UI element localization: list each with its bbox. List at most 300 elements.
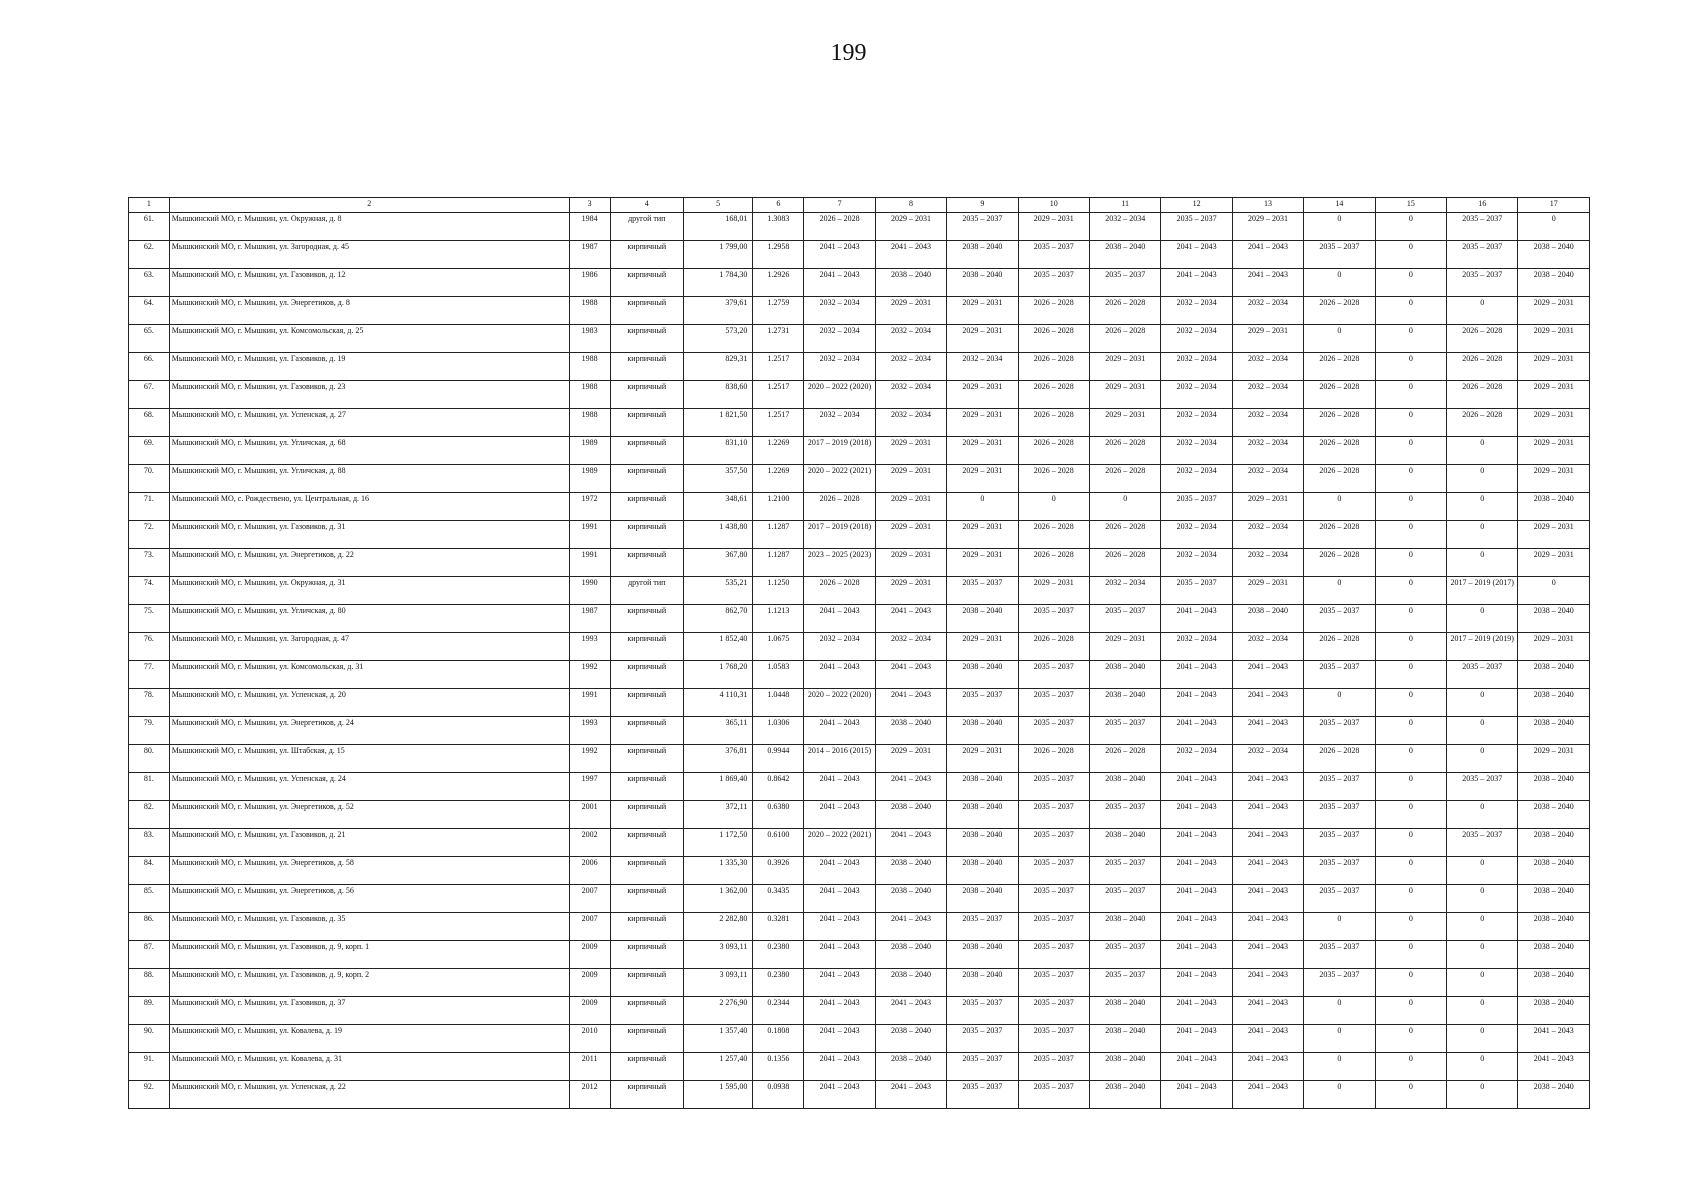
table-cell: 2017 – 2019 (2019): [1447, 633, 1518, 661]
table-cell: 0: [1375, 353, 1446, 381]
table-cell: кирпичный: [610, 661, 683, 689]
table-cell: Мышкинский МО, г. Мышкин, ул. Окружная, д. 8: [169, 213, 569, 241]
table-cell: Мышкинский МО, г. Мышкин, ул. Загородная, д. 45: [169, 241, 569, 269]
column-header: 2: [169, 198, 569, 213]
table-cell: 1.0448: [753, 689, 804, 717]
table-cell: 2041 – 2043: [1232, 241, 1303, 269]
table-cell: 2038 – 2040: [947, 801, 1018, 829]
table-cell: 2032 – 2034: [1161, 353, 1232, 381]
table-cell: Мышкинский МО, г. Мышкин, ул. Газовиков, д. 31: [169, 521, 569, 549]
table-row: [129, 1081, 1590, 1109]
table-cell: 0.3435: [753, 885, 804, 913]
table-cell: Мышкинский МО, г. Мышкин, ул. Угличская, д. 68: [169, 437, 569, 465]
table-cell: 2029 – 2031: [1018, 577, 1089, 605]
table-cell: 2041 – 2043: [804, 717, 875, 745]
table-cell: 1 257,40: [683, 1053, 752, 1081]
table-cell: 0: [1304, 1053, 1375, 1081]
table-cell: 2035 – 2037: [1089, 605, 1160, 633]
table-cell: 1 335,30: [683, 857, 752, 885]
table-cell: 2038 – 2040: [875, 717, 946, 745]
table-cell: 84.: [129, 857, 170, 885]
table-cell: 2017 – 2019 (2017): [1447, 577, 1518, 605]
table-cell: 2041 – 2043: [804, 857, 875, 885]
schedule-table: [128, 197, 1590, 1109]
column-header: 16: [1447, 198, 1518, 213]
table-cell: 2035 – 2037: [1304, 857, 1375, 885]
table-cell: 2038 – 2040: [1089, 661, 1160, 689]
table-row: [129, 409, 1590, 437]
table-cell: 1987: [569, 605, 610, 633]
table-cell: 0: [1375, 549, 1446, 577]
table-cell: 2035 – 2037: [1018, 1081, 1089, 1109]
table-row: [129, 577, 1590, 605]
table-cell: Мышкинский МО, г. Мышкин, ул. Газовиков, д. 12: [169, 269, 569, 297]
column-header: 8: [875, 198, 946, 213]
column-header: 13: [1232, 198, 1303, 213]
table-cell: 2035 – 2037: [1089, 885, 1160, 913]
table-cell: 2029 – 2031: [947, 549, 1018, 577]
table-cell: 2029 – 2031: [1232, 213, 1303, 241]
table-cell: 0: [1375, 913, 1446, 941]
table-cell: 2038 – 2040: [1089, 1025, 1160, 1053]
column-header: 3: [569, 198, 610, 213]
table-cell: 2035 – 2037: [1018, 913, 1089, 941]
table-cell: 2032 – 2034: [804, 633, 875, 661]
table-cell: 376,81: [683, 745, 752, 773]
table-cell: 0.9944: [753, 745, 804, 773]
table-cell: 365,11: [683, 717, 752, 745]
table-cell: кирпичный: [610, 941, 683, 969]
table-cell: 2026 – 2028: [1018, 465, 1089, 493]
table-cell: 2032 – 2034: [875, 325, 946, 353]
table-cell: 1.3083: [753, 213, 804, 241]
table-cell: 2035 – 2037: [1018, 997, 1089, 1025]
table-cell: 2041 – 2043: [1232, 773, 1303, 801]
table-cell: 2041 – 2043: [1518, 1025, 1590, 1053]
table-cell: 0.8642: [753, 773, 804, 801]
table-cell: 2032 – 2034: [804, 325, 875, 353]
table-cell: 2032 – 2034: [1089, 213, 1160, 241]
table-cell: 168,01: [683, 213, 752, 241]
table-cell: 2038 – 2040: [1518, 829, 1590, 857]
table-cell: 2038 – 2040: [1518, 801, 1590, 829]
table-cell: кирпичный: [610, 465, 683, 493]
table-cell: 2038 – 2040: [875, 857, 946, 885]
table-cell: 2029 – 2031: [875, 577, 946, 605]
table-cell: 2041 – 2043: [1232, 941, 1303, 969]
table-cell: 0: [1304, 1025, 1375, 1053]
table-cell: 2026 – 2028: [1304, 437, 1375, 465]
table-cell: 2029 – 2031: [1518, 297, 1590, 325]
table-cell: 1 821,50: [683, 409, 752, 437]
table-cell: 0: [1375, 857, 1446, 885]
table-cell: 2038 – 2040: [1518, 997, 1590, 1025]
table-cell: 2041 – 2043: [1161, 885, 1232, 913]
table-cell: 2038 – 2040: [1089, 1053, 1160, 1081]
table-cell: 2029 – 2031: [947, 409, 1018, 437]
table-cell: кирпичный: [610, 969, 683, 997]
table-cell: 2029 – 2031: [875, 465, 946, 493]
table-cell: 2029 – 2031: [1232, 577, 1303, 605]
table-cell: 2041 – 2043: [1161, 997, 1232, 1025]
table-cell: 0: [1447, 465, 1518, 493]
table-cell: 2026 – 2028: [1304, 549, 1375, 577]
table-cell: 0: [1447, 969, 1518, 997]
table-cell: 66.: [129, 353, 170, 381]
table-cell: 2029 – 2031: [875, 437, 946, 465]
table-cell: 2010: [569, 1025, 610, 1053]
table-cell: 1 595,00: [683, 1081, 752, 1109]
table-cell: 2041 – 2043: [875, 997, 946, 1025]
table-cell: 2041 – 2043: [1518, 1053, 1590, 1081]
table-cell: 2041 – 2043: [804, 997, 875, 1025]
table-row: [129, 633, 1590, 661]
table-cell: 2035 – 2037: [1018, 605, 1089, 633]
table-cell: 2041 – 2043: [804, 773, 875, 801]
table-cell: 82.: [129, 801, 170, 829]
table-cell: 0: [1375, 941, 1446, 969]
table-cell: 0: [1375, 437, 1446, 465]
table-row: [129, 997, 1590, 1025]
column-header: 11: [1089, 198, 1160, 213]
table-cell: 2035 – 2037: [1161, 213, 1232, 241]
table-cell: 0: [1304, 577, 1375, 605]
table-cell: 2035 – 2037: [1304, 885, 1375, 913]
table-cell: 0: [1375, 577, 1446, 605]
table-cell: 0: [1375, 885, 1446, 913]
table-cell: 2035 – 2037: [947, 213, 1018, 241]
table-cell: 2035 – 2037: [1089, 269, 1160, 297]
table-cell: 2035 – 2037: [1089, 857, 1160, 885]
table-cell: 1 852,40: [683, 633, 752, 661]
table-cell: 80.: [129, 745, 170, 773]
table-cell: 2032 – 2034: [1232, 381, 1303, 409]
table-cell: 71.: [129, 493, 170, 521]
table-cell: 2029 – 2031: [1518, 325, 1590, 353]
table-cell: кирпичный: [610, 521, 683, 549]
table-cell: 2041 – 2043: [1161, 269, 1232, 297]
table-cell: 2035 – 2037: [1447, 661, 1518, 689]
table-cell: 2038 – 2040: [1089, 689, 1160, 717]
table-cell: 2032 – 2034: [1089, 577, 1160, 605]
table-cell: 2041 – 2043: [875, 913, 946, 941]
table-cell: 2038 – 2040: [1089, 1081, 1160, 1109]
table-cell: 2038 – 2040: [875, 885, 946, 913]
column-header: 7: [804, 198, 875, 213]
table-cell: 2020 – 2022 (2020): [804, 381, 875, 409]
table-cell: 2038 – 2040: [947, 969, 1018, 997]
table-cell: 0: [947, 493, 1018, 521]
table-cell: 2038 – 2040: [875, 941, 946, 969]
table-cell: 2032 – 2034: [1161, 297, 1232, 325]
table-cell: 2026 – 2028: [1089, 745, 1160, 773]
table-cell: 1 768,20: [683, 661, 752, 689]
table-cell: 2035 – 2037: [947, 689, 1018, 717]
table-cell: 2038 – 2040: [1089, 997, 1160, 1025]
table-cell: 2032 – 2034: [875, 353, 946, 381]
table-cell: 2026 – 2028: [1304, 633, 1375, 661]
table-cell: 0.3281: [753, 913, 804, 941]
table-cell: 0: [1375, 717, 1446, 745]
table-cell: 1 784,30: [683, 269, 752, 297]
table-cell: 2038 – 2040: [947, 885, 1018, 913]
table-cell: 2032 – 2034: [875, 381, 946, 409]
table-cell: 1993: [569, 717, 610, 745]
table-cell: 2038 – 2040: [1518, 1081, 1590, 1109]
table-cell: Мышкинский МО, г. Мышкин, ул. Комсомольская, д. 25: [169, 325, 569, 353]
table-cell: 2035 – 2037: [1018, 941, 1089, 969]
table-cell: 2032 – 2034: [1232, 465, 1303, 493]
table-cell: 2014 – 2016 (2015): [804, 745, 875, 773]
table-cell: 3 093,11: [683, 969, 752, 997]
table-cell: 2 276,90: [683, 997, 752, 1025]
table-cell: 2029 – 2031: [1518, 465, 1590, 493]
table-cell: 357,50: [683, 465, 752, 493]
table-row: [129, 241, 1590, 269]
table-row: [129, 1025, 1590, 1053]
table-cell: 2035 – 2037: [1304, 829, 1375, 857]
table-cell: 77.: [129, 661, 170, 689]
table-cell: 1990: [569, 577, 610, 605]
table-cell: Мышкинский МО, г. Мышкин, ул. Газовиков, д. 9, корп. 2: [169, 969, 569, 997]
table-cell: 0: [1447, 297, 1518, 325]
table-cell: 2041 – 2043: [804, 269, 875, 297]
table-row: [129, 829, 1590, 857]
table-cell: 63.: [129, 269, 170, 297]
table-cell: 2020 – 2022 (2020): [804, 689, 875, 717]
table-cell: 1.2731: [753, 325, 804, 353]
table-cell: 2041 – 2043: [875, 773, 946, 801]
column-header: 14: [1304, 198, 1375, 213]
table-cell: 2035 – 2037: [1089, 801, 1160, 829]
column-header: 4: [610, 198, 683, 213]
table-cell: 2026 – 2028: [1089, 549, 1160, 577]
table-cell: 79.: [129, 717, 170, 745]
table-cell: кирпичный: [610, 1025, 683, 1053]
table-cell: 2035 – 2037: [1304, 969, 1375, 997]
table-cell: 2029 – 2031: [1518, 633, 1590, 661]
table-row: [129, 661, 1590, 689]
table-cell: 2041 – 2043: [1232, 885, 1303, 913]
table-cell: 2032 – 2034: [1161, 325, 1232, 353]
table-cell: 0: [1304, 997, 1375, 1025]
table-cell: 0: [1447, 1081, 1518, 1109]
table-cell: кирпичный: [610, 689, 683, 717]
table-cell: 2026 – 2028: [1018, 633, 1089, 661]
table-cell: 2041 – 2043: [804, 1081, 875, 1109]
table-cell: 0: [1304, 213, 1375, 241]
table-cell: 2029 – 2031: [1518, 437, 1590, 465]
table-cell: 838,60: [683, 381, 752, 409]
table-cell: 2029 – 2031: [875, 213, 946, 241]
table-cell: 0: [1447, 745, 1518, 773]
table-cell: 0: [1304, 913, 1375, 941]
table-cell: Мышкинский МО, г. Мышкин, ул. Газовиков, д. 37: [169, 997, 569, 1025]
table-cell: 2035 – 2037: [1018, 801, 1089, 829]
table-cell: 2029 – 2031: [947, 745, 1018, 773]
table-cell: 0: [1375, 633, 1446, 661]
table-cell: 2041 – 2043: [1161, 913, 1232, 941]
table-cell: 2032 – 2034: [1161, 633, 1232, 661]
table-cell: Мышкинский МО, г. Мышкин, ул. Ковалева, д. 31: [169, 1053, 569, 1081]
table-cell: 0: [1447, 493, 1518, 521]
table-row: [129, 465, 1590, 493]
table-cell: 73.: [129, 549, 170, 577]
table-cell: 91.: [129, 1053, 170, 1081]
table-cell: 2041 – 2043: [1232, 997, 1303, 1025]
table-cell: Мышкинский МО, г. Мышкин, ул. Газовиков, д. 9, корп. 1: [169, 941, 569, 969]
table-cell: 2035 – 2037: [1018, 885, 1089, 913]
table-cell: 2041 – 2043: [804, 661, 875, 689]
table-cell: кирпичный: [610, 437, 683, 465]
table-cell: 2026 – 2028: [1447, 409, 1518, 437]
table-cell: 0: [1375, 997, 1446, 1025]
table-cell: 2041 – 2043: [1161, 1025, 1232, 1053]
table-cell: 1.2958: [753, 241, 804, 269]
table-cell: 2041 – 2043: [1161, 689, 1232, 717]
table-cell: 2035 – 2037: [947, 997, 1018, 1025]
table-cell: 2041 – 2043: [1161, 1053, 1232, 1081]
table-cell: 0.6380: [753, 801, 804, 829]
table-cell: 0: [1375, 493, 1446, 521]
table-cell: 0: [1375, 1025, 1446, 1053]
table-cell: кирпичный: [610, 801, 683, 829]
table-cell: Мышкинский МО, г. Мышкин, ул. Успенская, д. 20: [169, 689, 569, 717]
table-cell: 0: [1518, 213, 1590, 241]
column-header: 17: [1518, 198, 1590, 213]
table-cell: 2026 – 2028: [1089, 297, 1160, 325]
table-cell: 2032 – 2034: [1161, 745, 1232, 773]
table-row: [129, 745, 1590, 773]
table-cell: 2026 – 2028: [1089, 465, 1160, 493]
table-cell: 85.: [129, 885, 170, 913]
table-cell: Мышкинский МО, г. Мышкин, ул. Успенская, д. 24: [169, 773, 569, 801]
table-cell: 2038 – 2040: [947, 941, 1018, 969]
table-cell: 2029 – 2031: [1089, 353, 1160, 381]
table-cell: 2038 – 2040: [947, 605, 1018, 633]
table-cell: 2038 – 2040: [947, 241, 1018, 269]
table-cell: 2041 – 2043: [875, 241, 946, 269]
table-cell: 2038 – 2040: [947, 661, 1018, 689]
table-cell: 2035 – 2037: [1018, 969, 1089, 997]
column-header: 10: [1018, 198, 1089, 213]
table-cell: 2029 – 2031: [1518, 353, 1590, 381]
table-cell: 2032 – 2034: [1161, 409, 1232, 437]
table-cell: 2035 – 2037: [1018, 857, 1089, 885]
table-cell: 0: [1375, 801, 1446, 829]
table-cell: 0: [1304, 1081, 1375, 1109]
table-cell: 2035 – 2037: [1018, 1025, 1089, 1053]
page-number: 199: [830, 40, 867, 66]
table-cell: 2038 – 2040: [1089, 829, 1160, 857]
table-cell: 2029 – 2031: [875, 745, 946, 773]
table-cell: Мышкинский МО, г. Мышкин, ул. Энергетиков, д. 8: [169, 297, 569, 325]
table-cell: 2041 – 2043: [1161, 241, 1232, 269]
table-cell: 0: [1447, 605, 1518, 633]
table-cell: 2038 – 2040: [1518, 885, 1590, 913]
table-cell: 0: [1304, 269, 1375, 297]
table-cell: Мышкинский МО, г. Мышкин, ул. Энергетиков, д. 24: [169, 717, 569, 745]
table-cell: Мышкинский МО, г. Мышкин, ул. Энергетиков, д. 58: [169, 857, 569, 885]
table-cell: 2038 – 2040: [947, 269, 1018, 297]
table-cell: Мышкинский МО, г. Мышкин, ул. Ковалева, д. 19: [169, 1025, 569, 1053]
table-cell: 2038 – 2040: [875, 1053, 946, 1081]
table-cell: 2035 – 2037: [947, 577, 1018, 605]
table-cell: 2035 – 2037: [1018, 689, 1089, 717]
table-cell: 1992: [569, 661, 610, 689]
table-cell: 0: [1375, 381, 1446, 409]
table-cell: 2026 – 2028: [804, 213, 875, 241]
table-cell: 0: [1518, 577, 1590, 605]
table-cell: 2038 – 2040: [1518, 969, 1590, 997]
table-cell: 0: [1447, 689, 1518, 717]
table-cell: кирпичный: [610, 885, 683, 913]
table-cell: 2041 – 2043: [1161, 969, 1232, 997]
table-cell: 0: [1375, 241, 1446, 269]
table-cell: 2029 – 2031: [947, 465, 1018, 493]
table-cell: 0.6100: [753, 829, 804, 857]
table-row: [129, 717, 1590, 745]
table-cell: кирпичный: [610, 633, 683, 661]
table-cell: Мышкинский МО, г. Мышкин, ул. Загородная, д. 47: [169, 633, 569, 661]
table-cell: 2038 – 2040: [1232, 605, 1303, 633]
table-cell: 379,61: [683, 297, 752, 325]
table-cell: 64.: [129, 297, 170, 325]
table-cell: кирпичный: [610, 381, 683, 409]
table-cell: 0: [1375, 269, 1446, 297]
table-cell: 2032 – 2034: [1232, 353, 1303, 381]
table-cell: 0.1808: [753, 1025, 804, 1053]
table-cell: 0: [1447, 885, 1518, 913]
table-row: [129, 969, 1590, 997]
table-cell: 0: [1089, 493, 1160, 521]
table-cell: 83.: [129, 829, 170, 857]
table-cell: 2029 – 2031: [1018, 213, 1089, 241]
table-cell: 2006: [569, 857, 610, 885]
table-cell: 2035 – 2037: [1304, 941, 1375, 969]
table-cell: 2029 – 2031: [1518, 409, 1590, 437]
table-cell: 2026 – 2028: [1018, 549, 1089, 577]
table-cell: 2029 – 2031: [1089, 409, 1160, 437]
table-cell: 88.: [129, 969, 170, 997]
table-cell: 0: [1447, 801, 1518, 829]
table-cell: 2041 – 2043: [1232, 661, 1303, 689]
table-cell: кирпичный: [610, 1081, 683, 1109]
table-cell: 2029 – 2031: [1089, 381, 1160, 409]
table-cell: 2029 – 2031: [1232, 325, 1303, 353]
table-cell: 2029 – 2031: [947, 325, 1018, 353]
table-cell: 2007: [569, 913, 610, 941]
table-cell: 1.2517: [753, 381, 804, 409]
table-cell: 2026 – 2028: [1304, 521, 1375, 549]
table-cell: 0: [1447, 857, 1518, 885]
table-cell: 2035 – 2037: [947, 1053, 1018, 1081]
table-cell: 2032 – 2034: [1161, 521, 1232, 549]
table-cell: 2001: [569, 801, 610, 829]
table-cell: 1.1213: [753, 605, 804, 633]
table-cell: 2032 – 2034: [1161, 549, 1232, 577]
table-row: [129, 297, 1590, 325]
table-cell: 2035 – 2037: [1018, 717, 1089, 745]
table-cell: 2029 – 2031: [875, 493, 946, 521]
column-header: 12: [1161, 198, 1232, 213]
table-cell: 0.1356: [753, 1053, 804, 1081]
table-cell: 2038 – 2040: [947, 773, 1018, 801]
table-row: [129, 353, 1590, 381]
table-cell: 2038 – 2040: [1518, 493, 1590, 521]
table-cell: 74.: [129, 577, 170, 605]
table-cell: 2032 – 2034: [1232, 297, 1303, 325]
